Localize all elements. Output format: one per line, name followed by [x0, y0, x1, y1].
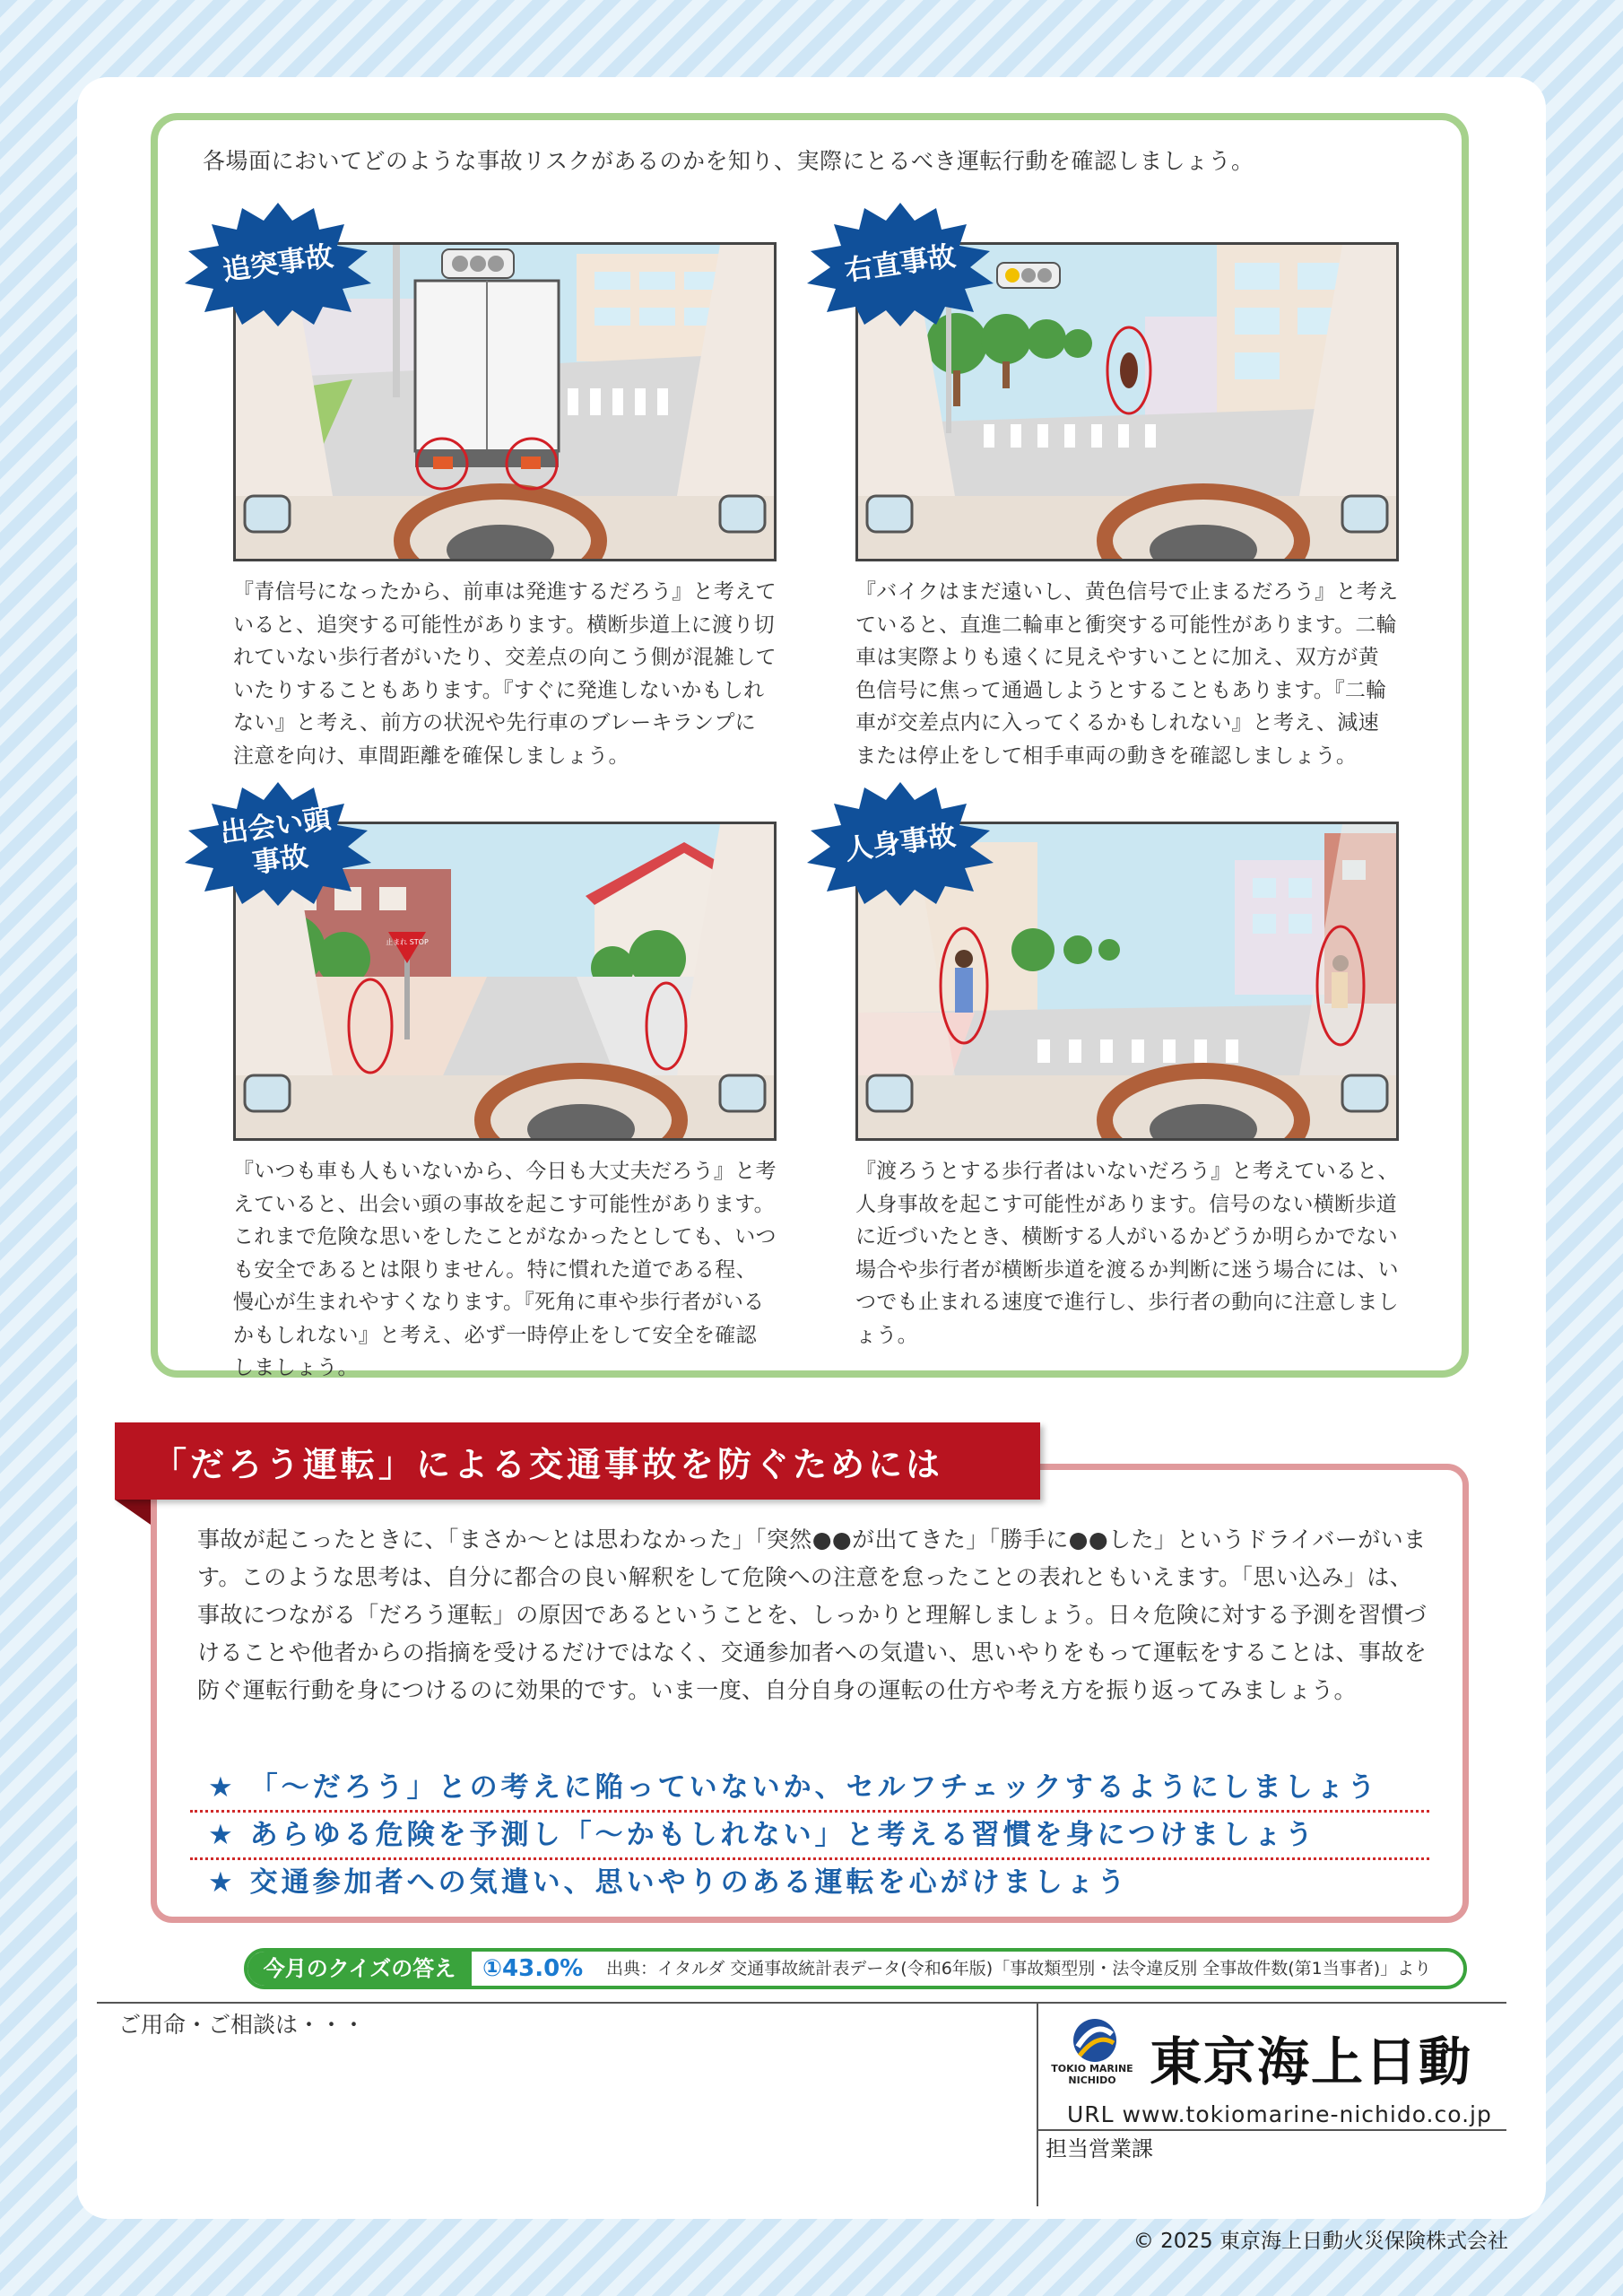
prevention-points: [190, 1765, 1429, 1905]
company-url[interactable]: URL www.tokiomarine-nichido.co.jp: [1067, 2101, 1492, 2127]
pedestrian-description: 『渡ろうとする歩行者はいないだろう』と考えていると、人身事故を起こす可能性があります。信号のない横断歩道に近づいたとき、横断する人がいるかどうか明らかでない場合や歩行者が横断歩道を渡るか判断に迷う場合には、いつでも止まれる速度で進行し、歩行者の動向に注意しましょう。: [855, 1160, 1399, 1347]
rear-end-description: 『青信号になったから、前車は発進するだろう』と考えていると、追突する可能性があります。横断歩道上に渡り切れていない歩行者がいたり、交差点の向こう側が混雑していたりすることもあります。『すぐに発進しないかもしれない』と考え、前方の状況や先行車のブレーキランプに注意を向け、車間距離を確保しましょう。: [233, 580, 777, 768]
intro-text: 各場面においてどのような事故リスクがあるのかを知り、実際にとるべき運転行動を確認しましょう。: [203, 148, 1254, 174]
crossing-title: 出会い頭 事故: [218, 802, 334, 880]
point-self-check: ★ 「〜だろう」との考えに陥っていないか、セルフチェックするようにしましょう: [190, 1765, 1429, 1813]
point-consideration: ★ 交通参加者への気遣い、思いやりのある運転を心がけましょう: [208, 1866, 1129, 1899]
quiz-answer: ①43.0%: [482, 1955, 584, 1982]
quiz-label: 今月のクイズの答え: [247, 1952, 472, 1986]
prevention-title: 「だろう運転」による交通事故を防ぐためには: [152, 1445, 944, 1484]
brand-name: 東京海上日動: [1150, 2031, 1473, 2092]
contact-text: ご用命・ご相談は・・・: [118, 2012, 366, 2038]
department-label: 担当営業課: [1046, 2136, 1153, 2161]
company-logo-icon: [1071, 2016, 1119, 2065]
prevention-body: 事故が起こったときに、「まさか〜とは思わなかった」「突然●●が出てきた」「勝手に●●した」というドライバーがいます。このような思考は、自分に都合の良い解釈をして危険への注意を怠ったことの表れともいえます。「思い込み」は、事故につながる「だろう運転」の原因であるということを、しっかりと理解しましょう。日々危険に対する予測を習慣づけることや他者からの指摘を受けるだけではなく、交通参加者への気遣い、思いやりをもって運転をすることは、事故を防ぐ運転行動を身につけるのに効果的です。いま一度、自分自身の運転の仕方や考え方を振り返ってみましょう。: [197, 1526, 1428, 1703]
crossing-description: 『いつも車も人もいないから、今日も大丈夫だろう』と考えていると、出会い頭の事故を起こす可能性があります。これまで危険な思いをしたことがなかったとしても、いつも安全であるとは限りません。特に慣れた道である程、慢心が生まれやすくなります。『死角に車や歩行者がいるかもしれない』と考え、必ず一時停止をして安全を確認しましょう。: [233, 1160, 777, 1379]
copyright: © 2025 東京海上日動火災保険株式会社: [1133, 2230, 1508, 2253]
title-banner-fold: [115, 1500, 151, 1525]
rear-end-title: 追突事故: [221, 239, 335, 288]
stop-sign-text: 止まれ STOP: [386, 938, 429, 946]
point-predict-danger: ★ あらゆる危険を予測し「〜かもしれない」と考える習慣を身につけましょう: [190, 1813, 1429, 1860]
right-turn-description: 『バイクはまだ遠いし、黄色信号で止まるだろう』と考えていると、直進二輪車と衝突する可能性があります。二輪車は実際よりも遠くに見えやすいことに加え、双方が黄色信号に焦って通過しようとすることもあります。『二輪車が交差点内に入ってくるかもしれない』と考え、減速または停止をして相手車両の動きを確認しましょう。: [855, 580, 1399, 768]
pedestrian-title: 人身事故: [843, 819, 958, 867]
footer-vertical-divider: [1037, 2002, 1038, 2206]
scenes-panel: [151, 113, 1469, 1378]
footer-divider: [97, 2002, 1506, 2004]
quiz-source: 出典：イタルダ 交通事故統計表データ(令和6年版)「事故類型別・法令違反別 全事故件数(第1当事者)」より: [606, 1959, 1432, 1979]
quiz-answer-bar: [244, 1948, 1467, 1989]
right-turn-title: 右直事故: [843, 239, 958, 288]
logo-wordmark: TOKIO MARINE NICHIDO: [1051, 2063, 1133, 2086]
